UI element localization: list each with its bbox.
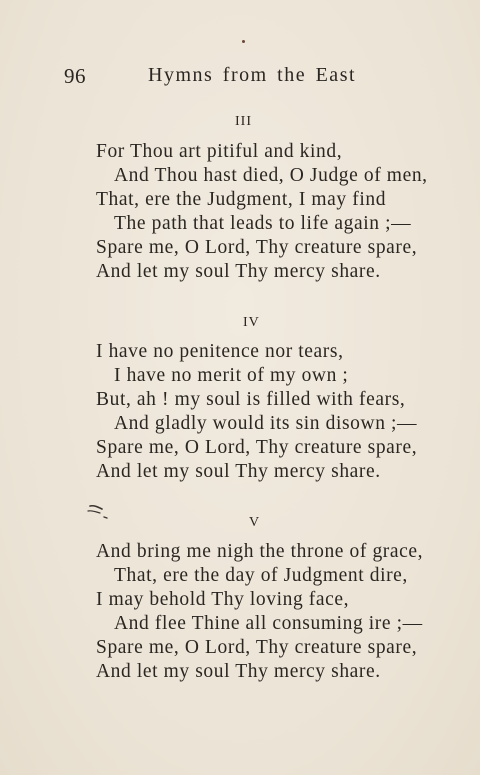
verse-line: Spare me, O Lord, Thy creature spare,: [96, 237, 418, 258]
verse-line: And gladly would its sin disown ;—: [114, 413, 418, 434]
verse-line: And let my soul Thy mercy share.: [96, 461, 381, 482]
verse-line: I have no penitence nor tears,: [96, 341, 344, 362]
verse-line: The path that leads to life again ;—: [114, 213, 412, 234]
verse-line: And let my soul Thy mercy share.: [96, 661, 381, 682]
verse-line: That, ere the Judgment, I may find: [96, 189, 387, 210]
pencil-mark-icon: [86, 500, 110, 524]
verse-line: Spare me, O Lord, Thy creature spare,: [96, 437, 418, 458]
stanza-4: [96, 340, 417, 484]
verse-line: That, ere the day of Judgment dire,: [114, 565, 408, 586]
page-number: 96: [64, 64, 86, 88]
verse-line: For Thou art pitiful and kind,: [96, 141, 343, 162]
ink-speck: [242, 40, 245, 43]
verse-line: I may behold Thy loving face,: [96, 589, 350, 610]
stanza-number-3: III: [235, 114, 252, 129]
running-title: Hymns from the East: [148, 64, 357, 86]
verse-line: And Thou hast died, O Judge of men,: [114, 165, 428, 186]
verse-line: Spare me, O Lord, Thy creature spare,: [96, 637, 418, 658]
stanza-number-5: V: [249, 515, 261, 530]
verse-line: And flee Thine all consuming ire ;—: [114, 613, 423, 634]
verse-line: And let my soul Thy mercy share.: [96, 261, 381, 282]
verse-line: And bring me nigh the throne of grace,: [96, 541, 424, 562]
page-header: [0, 64, 480, 90]
verse-line: I have no merit of my own ;: [114, 365, 349, 386]
stanza-number-4: IV: [243, 315, 260, 330]
verse-line: But, ah ! my soul is filled with fears,: [96, 389, 406, 410]
stanza-3: [96, 140, 428, 284]
stanza-5: [96, 540, 423, 684]
